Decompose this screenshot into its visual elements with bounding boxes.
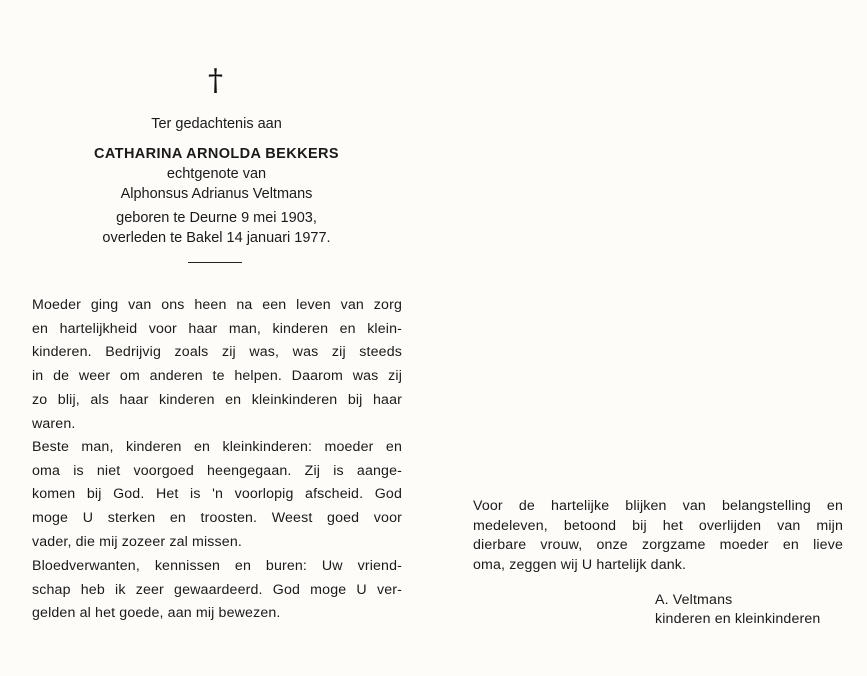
cross-icon: † bbox=[208, 63, 223, 98]
thanks-text bbox=[473, 497, 843, 575]
paragraph-line: Beste man, kinderen en kleinkinderen: moeder en bbox=[32, 439, 402, 455]
paragraph-line: kinderen. Bedrijvig zoals zij was, was zij steeds bbox=[32, 344, 402, 361]
paragraph-2 bbox=[32, 436, 402, 555]
deceased-name: CATHARINA ARNOLDA BEKKERS bbox=[94, 146, 339, 162]
paragraph-line: vader, die mij zozeer zal missen. bbox=[32, 533, 242, 550]
thanks-line: Voor de hartelijke blijken van belangstelling en bbox=[473, 498, 843, 514]
intro-text: Ter gedachtenis aan bbox=[151, 116, 282, 132]
paragraph-line: waren. bbox=[32, 415, 76, 432]
signature-family: kinderen en kleinkinderen bbox=[655, 611, 821, 627]
divider bbox=[188, 262, 242, 263]
thanks-line: medeleven, betoond bij het overlijden van mijn bbox=[473, 517, 843, 534]
birth-line: geboren te Deurne 9 mei 1903, bbox=[116, 210, 317, 226]
paragraph-line: Moeder ging van ons heen na een leven van zorg bbox=[32, 297, 402, 313]
paragraph-line: schap heb ik zeer gewaardeerd. God moge U ver- bbox=[32, 581, 402, 598]
paragraph-line: moge U sterken en troosten. Weest goed voor bbox=[32, 510, 402, 527]
paragraph-line: zo blij, als haar kinderen en kleinkinderen bij haar bbox=[32, 391, 402, 408]
death-line: overleden te Bakel 14 januari 1977. bbox=[102, 230, 331, 246]
signature-name: A. Veltmans bbox=[655, 592, 733, 608]
paragraph-line: in de weer om anderen te helpen. Daarom was zij bbox=[32, 368, 402, 385]
paragraph-line: komen bij God. Het is 'n voorlopig afscheid. God bbox=[32, 486, 402, 503]
paragraph-line: gelden al het goede, aan mij bewezen. bbox=[32, 605, 281, 622]
paragraph-line: oma is niet voorgoed heengegaan. Zij is aange- bbox=[32, 462, 402, 479]
paragraph-1 bbox=[32, 294, 402, 436]
left-panel bbox=[0, 0, 433, 676]
thanks-line: dierbare vrouw, onze zorgzame moeder en lieve bbox=[473, 537, 843, 554]
paragraph-3 bbox=[32, 555, 402, 626]
relation-text: echtgenote van bbox=[166, 166, 267, 182]
thanks-line: oma, zeggen wij U hartelijk dank. bbox=[473, 556, 687, 573]
paragraph-line: Bloedverwanten, kennissen en buren: Uw vriend- bbox=[32, 558, 402, 574]
spouse-name: Alphonsus Adrianus Veltmans bbox=[120, 186, 313, 202]
paragraph-line: en hartelijkheid voor haar man, kinderen en klein- bbox=[32, 320, 402, 337]
